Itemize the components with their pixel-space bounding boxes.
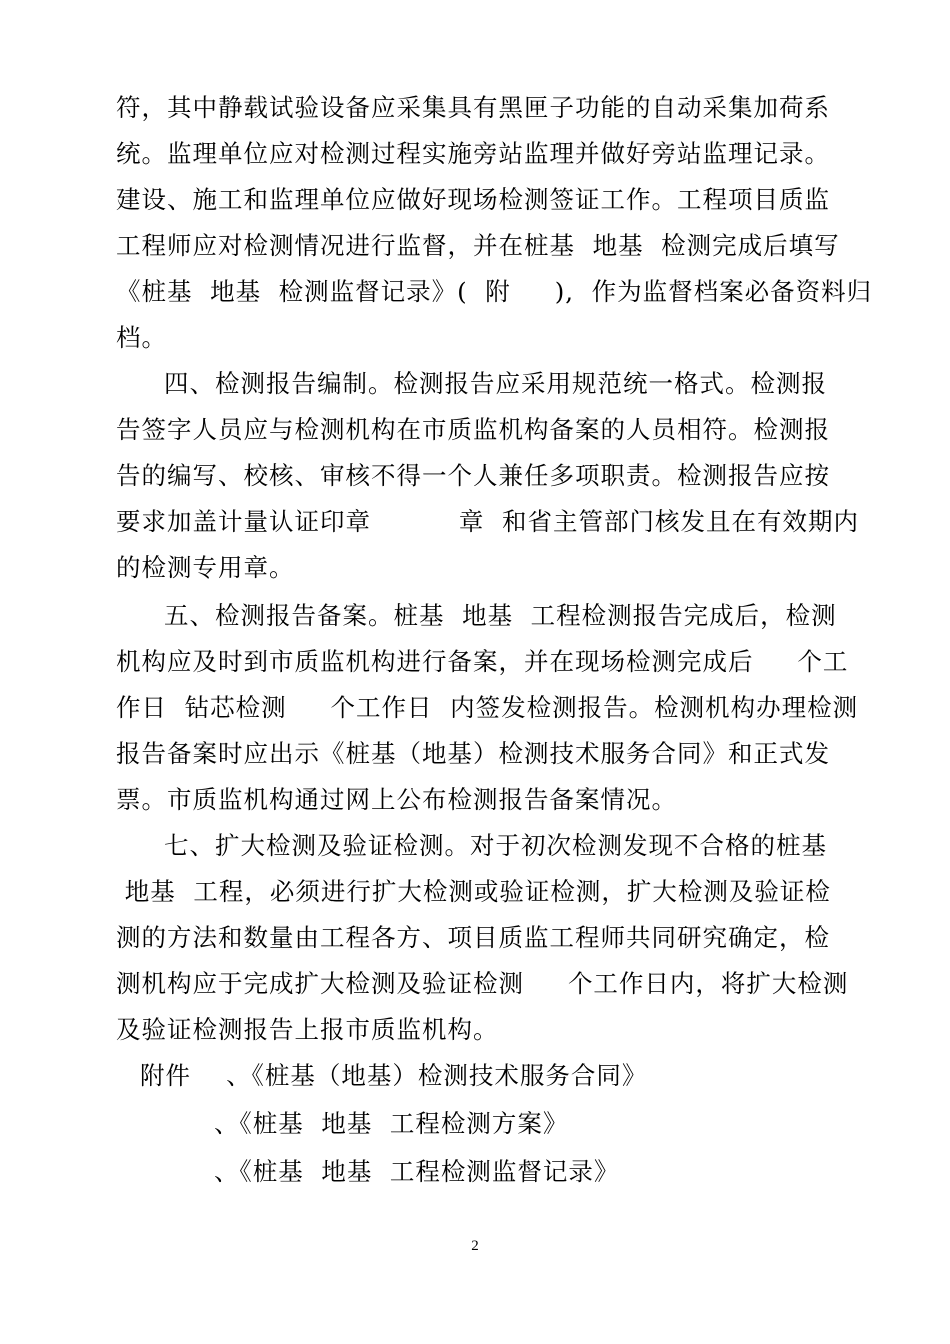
text-line: 七、扩大检测及验证检测。对于初次检测发现不合格的桩基: [164, 831, 827, 860]
attachment-line: 、《桩基 地基 工程检测方案》: [214, 1109, 569, 1138]
text-line: 档。: [116, 323, 167, 352]
text-line: 四、检测报告编制。检测报告应采用规范统一格式。检测报: [164, 369, 827, 398]
text-line: 建设、施工和监理单位应做好现场检测签证工作。工程项目质监: [116, 185, 830, 214]
text-line: 测的方法和数量由工程各方、项目质监工程师共同研究确定，检: [116, 923, 830, 952]
text-line: 工程师应对检测情况进行监督，并在桩基 地基 检测完成后填写: [116, 231, 840, 260]
text-line: 作日 钻芯检测 个工作日 内签发检测报告。检测机构办理检测: [116, 693, 859, 722]
text-line: 《桩基 地基 检测监督记录》( 附 ), 作为监督档案必备资料归: [116, 277, 873, 306]
text-line: 五、检测报告备案。桩基 地基 工程检测报告完成后，检测: [164, 601, 837, 630]
attachment-line: 、《桩基 地基 工程检测监督记录》: [214, 1157, 620, 1186]
text-line: 告签字人员应与检测机构在市质监机构备案的人员相符。检测报: [116, 415, 830, 444]
text-line: 的检测专用章。: [116, 553, 295, 582]
page-number: 2: [471, 1238, 479, 1254]
text-line: 报告备案时应出示《桩基（地基）检测技术服务合同》和正式发: [116, 739, 830, 768]
text-line: 告的编写、校核、审核不得一个人兼任多项职责。检测报告应按: [116, 461, 830, 490]
text-line: 符，其中静载试验设备应采集具有黑匣子功能的自动采集加荷系: [116, 93, 830, 122]
text-line: 地基 工程，必须进行扩大检测或验证检测，扩大检测及验证检: [116, 877, 831, 906]
text-line: 测机构应于完成扩大检测及验证检测 个工作日内，将扩大检测: [116, 969, 849, 998]
text-line: 要求加盖计量认证印章 章 和省主管部门核发且在有效期内: [116, 507, 859, 536]
text-line: 机构应及时到市质监机构进行备案，并在现场检测完成后 个工: [116, 647, 849, 676]
text-line: 票。市质监机构通过网上公布检测报告备案情况。: [116, 785, 677, 814]
text-line: 统。监理单位应对检测过程实施旁站监理并做好旁站监理记录。: [116, 139, 830, 168]
text-line: 及验证检测报告上报市质监机构。: [116, 1015, 499, 1044]
attachment-line: 附件 、《桩基（地基）检测技术服务合同》: [140, 1061, 648, 1090]
